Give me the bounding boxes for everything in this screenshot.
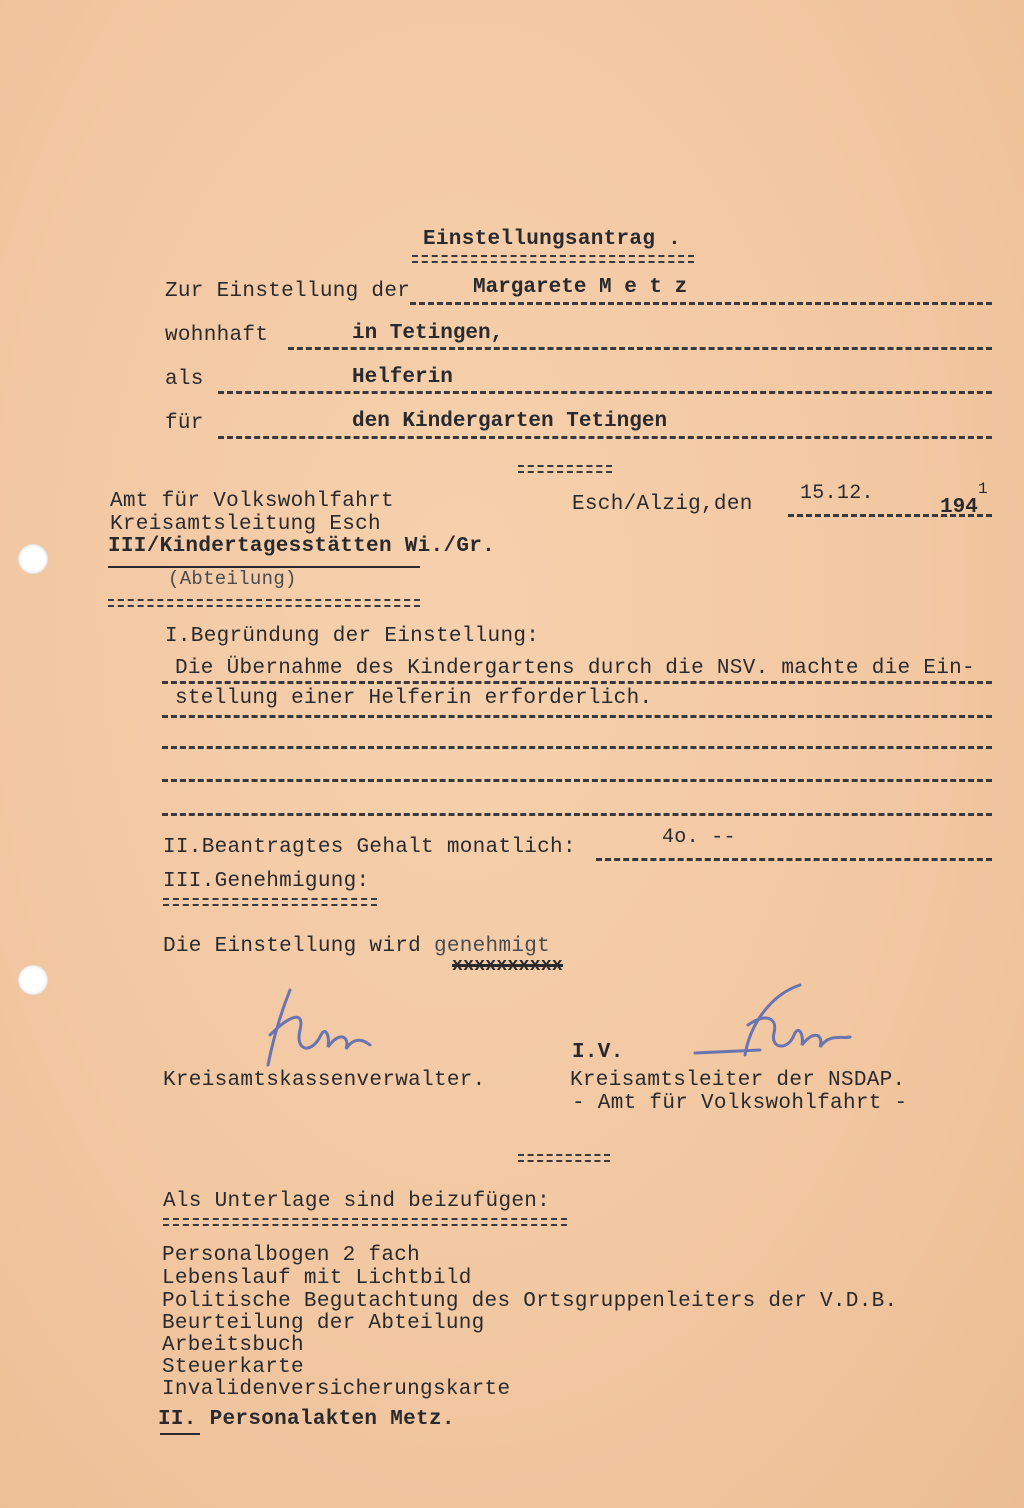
signature-right-title-2: - Amt für Volkswohlfahrt - <box>572 1092 908 1115</box>
list-item: Invalidenversicherungskarte <box>162 1378 511 1401</box>
year-digit: 1 <box>978 480 988 498</box>
year-value: 194 <box>940 496 978 519</box>
abteilung-label: (Abteilung) <box>168 568 297 590</box>
signature-right <box>690 975 860 1065</box>
wohnhaft-label: wohnhaft <box>165 324 269 347</box>
office-line-1: Amt für Volkswohlfahrt <box>110 490 394 513</box>
signature-left <box>250 975 390 1075</box>
einstellung-line <box>410 302 992 305</box>
attachments-heading: Als Unterlage sind beizufügen: <box>163 1190 551 1213</box>
date-line <box>788 514 992 517</box>
section-separator-2 <box>518 1154 610 1162</box>
einstellung-label: Zur Einstellung der <box>165 280 411 303</box>
section1-heading: I.Begründung der Einstellung: <box>165 625 540 648</box>
list-item: Personalbogen 2 fach <box>162 1244 421 1267</box>
section1-text-line-2: stellung einer Helferin erforderlich. <box>175 687 653 710</box>
section3-heading: III.Genehmigung: <box>163 870 370 893</box>
list-item: Politische Begutachtung des Ortsgruppenleiters der V.D.B. <box>162 1290 898 1313</box>
list-item: Steuerkarte <box>162 1356 304 1379</box>
struck-text: xxxxxxxxxx <box>452 956 564 976</box>
footer-underline-mark <box>160 1433 200 1435</box>
fuer-line <box>218 436 992 439</box>
wohnhaft-value: in Tetingen, <box>352 322 504 345</box>
title-underline <box>412 255 694 263</box>
signature-right-title-1: Kreisamtsleiter der NSDAP. <box>570 1069 906 1092</box>
place-date-label: Esch/Alzig,den <box>572 493 753 516</box>
office-line-3: III/Kindertagesstätten Wi./Gr. <box>108 535 496 558</box>
office-line-2: Kreisamtsleitung Esch <box>110 513 381 536</box>
salary-label: II.Beantragtes Gehalt monatlich: <box>163 836 576 859</box>
date-value: 15.12. <box>800 482 874 505</box>
salary-value: 4o. -- <box>662 826 736 849</box>
fuer-value: den Kindergarten Tetingen <box>352 410 668 433</box>
als-line <box>218 391 992 394</box>
section1-rule-1 <box>162 681 992 684</box>
section-separator-1 <box>518 465 612 473</box>
als-label: als <box>165 368 204 391</box>
list-item: Lebenslauf mit Lichtbild <box>162 1267 472 1290</box>
list-item: Arbeitsbuch <box>162 1334 304 1357</box>
approval-word: genehmigt <box>433 935 551 958</box>
approval-statement <box>163 935 550 958</box>
approval-statement-text: Die Einstellung wird <box>163 935 422 958</box>
section1-text-line-1: Die Übernahme des Kindergartens durch die NSV. machte die Ein- <box>175 657 975 680</box>
document-title: Einstellungsantrag . <box>423 228 682 251</box>
section1-rule-4 <box>162 779 992 782</box>
einstellung-value: Margarete M e t z <box>473 276 688 299</box>
als-value: Helferin <box>352 366 453 389</box>
section1-rule-2 <box>162 715 992 718</box>
section3-underline <box>163 898 377 906</box>
wohnhaft-line <box>288 347 992 350</box>
attachments-footer: II. Personalakten Metz. <box>158 1408 455 1431</box>
section1-rule-5 <box>162 813 992 816</box>
attachments-underline <box>163 1218 567 1226</box>
signature-left-title: Kreisamtskassenverwalter. <box>163 1069 486 1092</box>
salary-line <box>596 858 992 861</box>
section1-rule-3 <box>162 746 992 749</box>
iv-label: I.V. <box>572 1041 624 1064</box>
fuer-label: für <box>165 412 204 435</box>
punch-hole-top <box>18 544 48 574</box>
list-item: Beurteilung der Abteilung <box>162 1312 485 1335</box>
punch-hole-bottom <box>18 965 48 995</box>
office-separator <box>108 599 420 607</box>
